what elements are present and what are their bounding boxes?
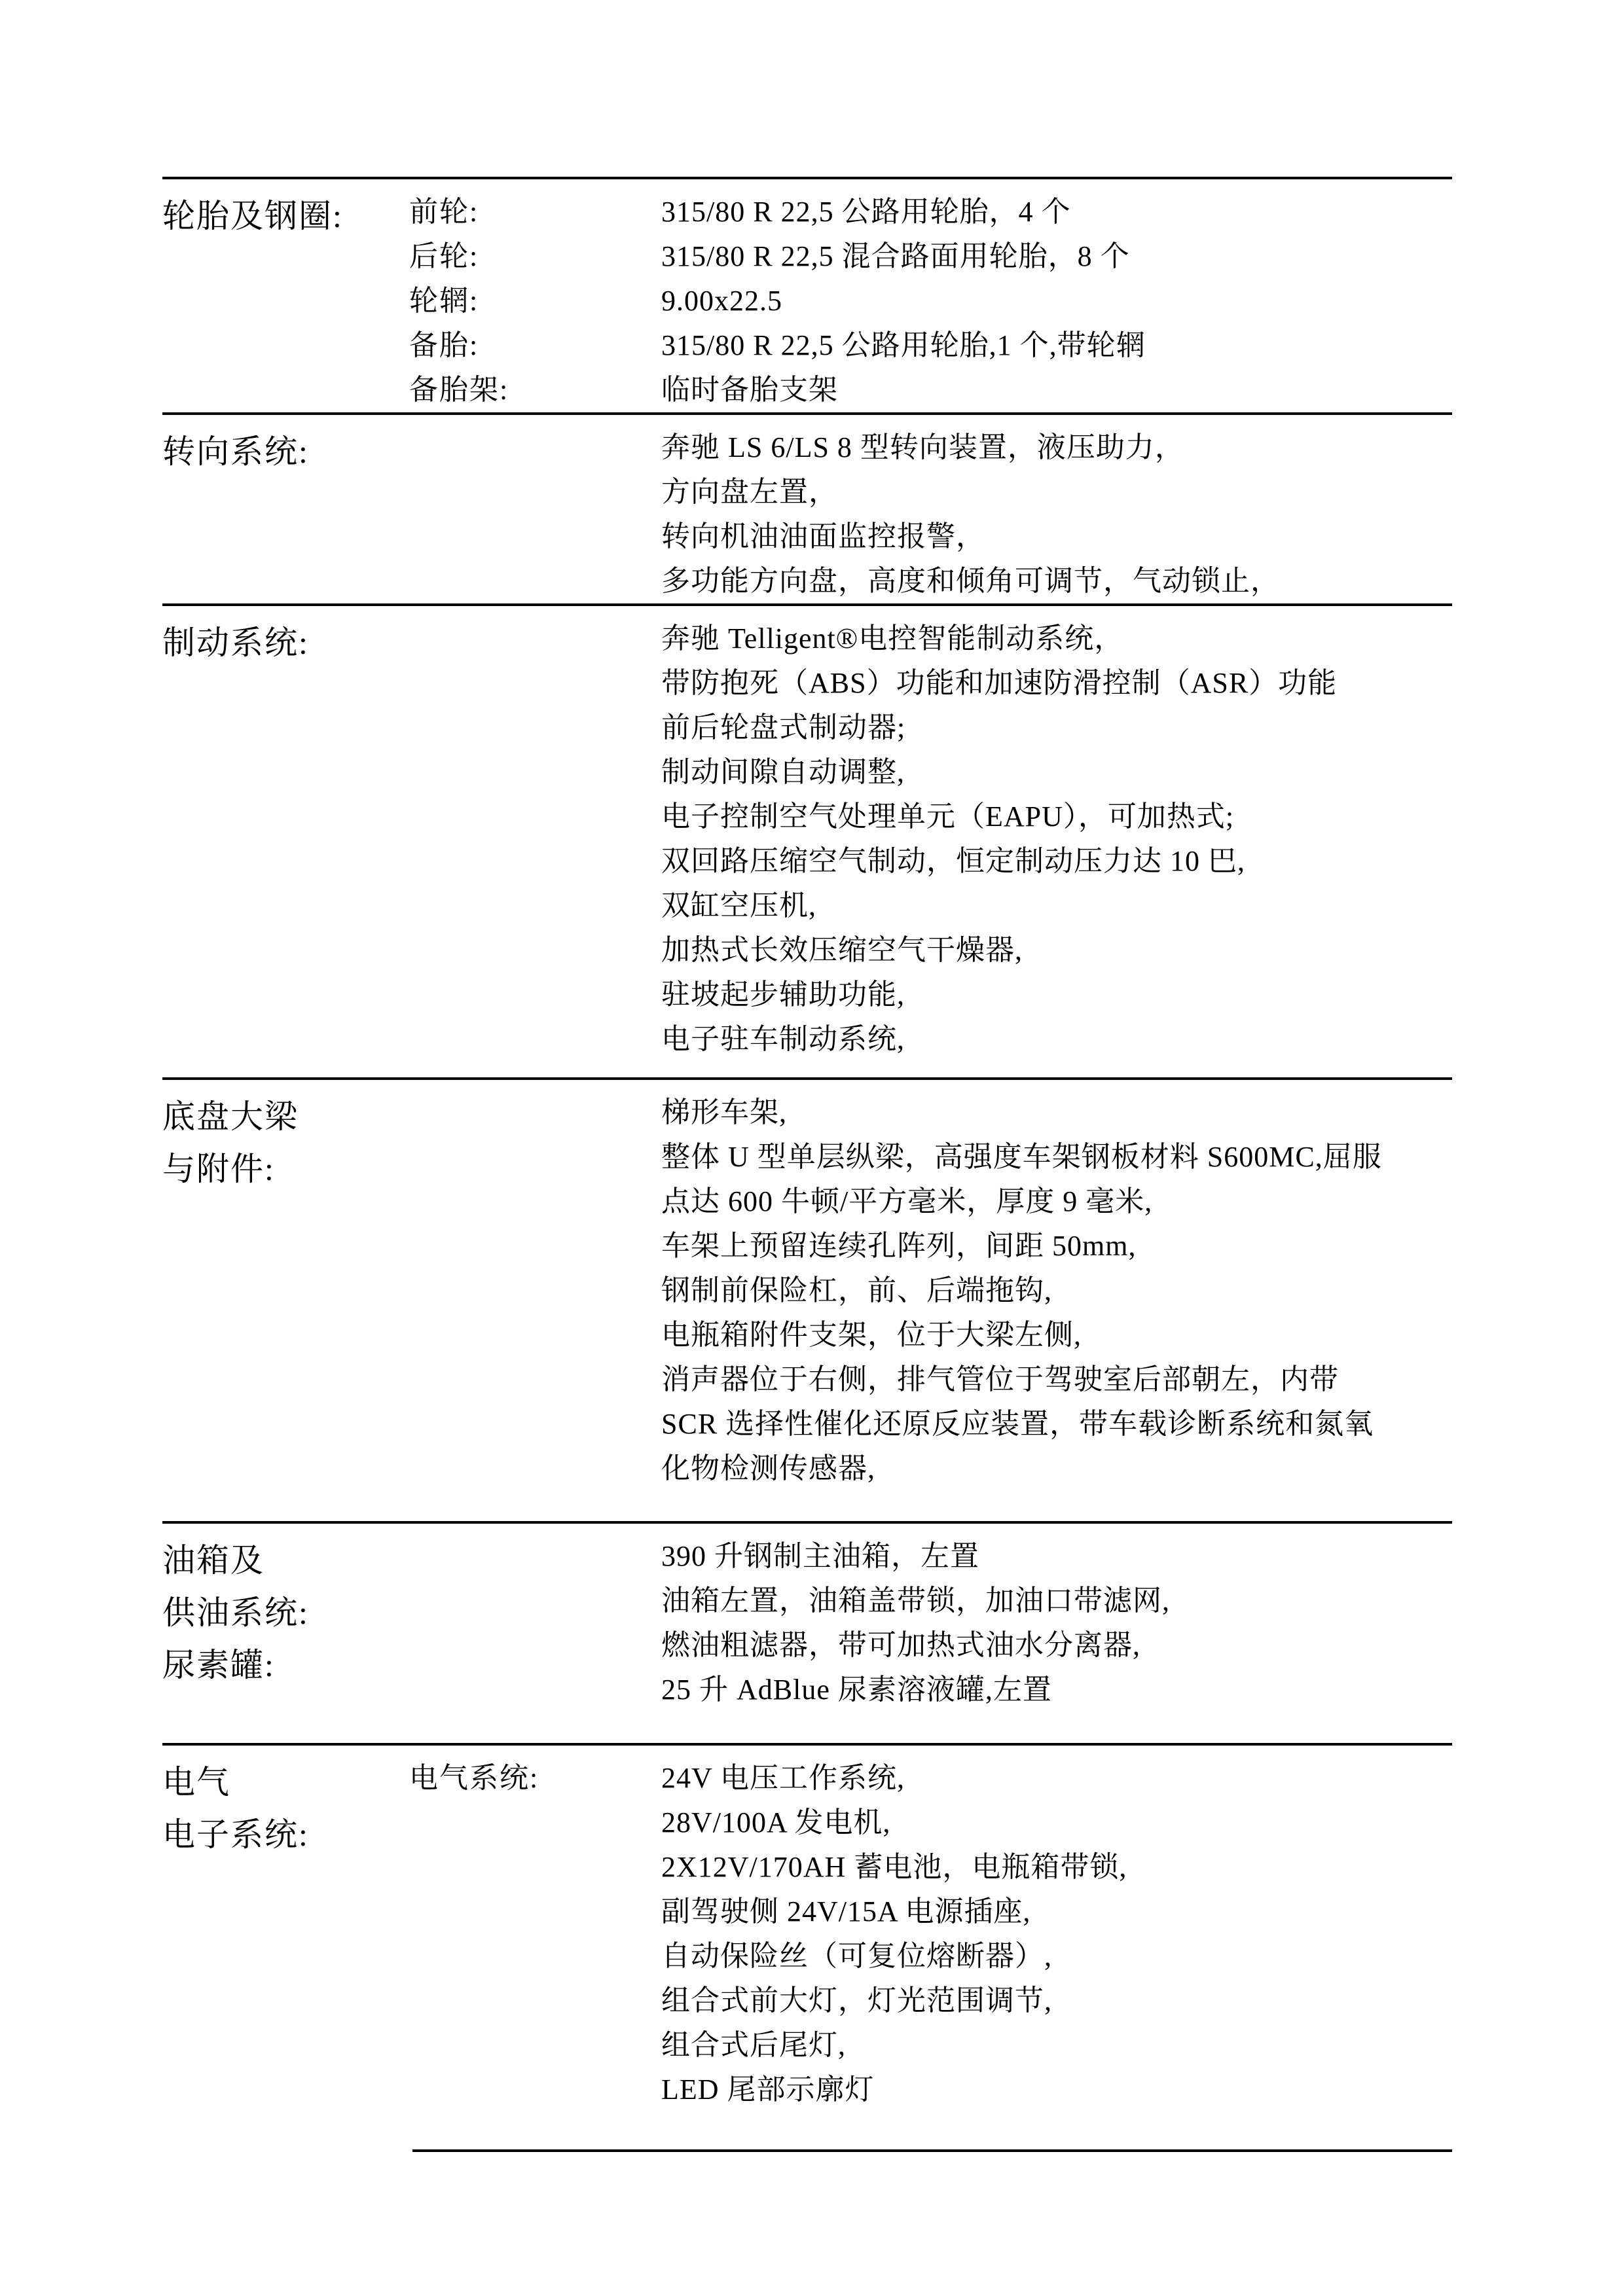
spec-row xyxy=(409,234,1623,279)
spec-value: 多功能方向盘，高度和倾角可调节，气动锁止， xyxy=(661,565,1280,597)
section-label-block xyxy=(162,1756,409,2112)
spec-subheading xyxy=(409,706,661,750)
spec-row xyxy=(409,559,1623,603)
section-label-block xyxy=(162,425,409,603)
spec-row xyxy=(409,1090,1623,1135)
spec-subheading xyxy=(409,1357,661,1402)
spec-value: 双回路压缩空气制动，恒定制动压力达 10 巴, xyxy=(661,845,1245,877)
spec-row xyxy=(409,1313,1623,1357)
spec-row xyxy=(409,368,1623,412)
spec-subheading xyxy=(409,1801,661,1845)
spec-subheading xyxy=(409,1845,661,1890)
spec-subheading xyxy=(409,1402,661,1446)
spec-row xyxy=(409,706,1623,750)
spec-row xyxy=(409,514,1623,559)
spec-row xyxy=(409,1756,1623,1801)
spec-value: 化物检测传感器, xyxy=(661,1452,875,1484)
spec-value: 梯形车架, xyxy=(661,1096,787,1128)
spec-row xyxy=(409,1534,1623,1579)
spec-subheading xyxy=(409,1623,661,1668)
spec-value: 车架上预留连续孔阵列，间距 50mm, xyxy=(661,1230,1137,1262)
section-label: 油箱及 xyxy=(162,1542,264,1579)
spec-subheading: 电气系统: xyxy=(409,1762,539,1794)
section-label: 电子系统: xyxy=(162,1816,309,1853)
spec-row xyxy=(409,470,1623,514)
spec-row xyxy=(409,190,1623,234)
spec-subheading xyxy=(409,1090,661,1135)
spec-row xyxy=(409,928,1623,973)
section-rows xyxy=(409,1756,1623,2112)
spec-row xyxy=(409,1357,1623,1402)
spec-value: 9.00x22.5 xyxy=(661,285,782,317)
spec-value: 315/80 R 22,5 公路用轮胎，4 个 xyxy=(661,196,1071,228)
section-label-block xyxy=(162,190,409,412)
section-label: 底盘大梁 xyxy=(162,1098,299,1135)
spec-row xyxy=(409,617,1623,661)
spec-section-steering xyxy=(0,412,1623,603)
spec-subheading xyxy=(409,617,661,661)
spec-row xyxy=(409,973,1623,1017)
section-rows xyxy=(409,1534,1623,1712)
section-rows xyxy=(409,190,1623,412)
spec-subheading: 轮辋: xyxy=(409,285,479,317)
spec-subheading xyxy=(409,1268,661,1313)
spec-section-electrical xyxy=(0,1743,1623,2149)
spec-value: 燃油粗滤器，带可加热式油水分离器, xyxy=(661,1629,1140,1661)
spec-subheading xyxy=(409,661,661,706)
spec-value: 前后轮盘式制动器; xyxy=(661,711,906,744)
spec-row xyxy=(409,2023,1623,2068)
spec-row xyxy=(409,661,1623,706)
spec-row xyxy=(409,839,1623,884)
spec-value: 制动间隙自动调整, xyxy=(661,756,905,788)
spec-subheading xyxy=(409,750,661,795)
spec-value: 28V/100A 发电机, xyxy=(661,1806,891,1839)
section-rows xyxy=(409,1090,1623,1491)
spec-subheading: 后轮: xyxy=(409,240,479,272)
spec-row xyxy=(409,1579,1623,1623)
section-label: 电气 xyxy=(162,1764,230,1801)
spec-value: 315/80 R 22,5 公路用轮胎,1 个,带轮辋 xyxy=(661,329,1146,361)
section-label: 轮胎及钢圈: xyxy=(162,198,343,234)
spec-row xyxy=(409,2068,1623,2112)
spec-subheading xyxy=(409,839,661,884)
spec-value: 双缸空压机, xyxy=(661,889,816,922)
spec-subheading xyxy=(409,2068,661,2112)
spec-value: 电子控制空气处理单元（EAPU），可加热式; xyxy=(661,800,1235,833)
spec-row xyxy=(409,1179,1623,1224)
section-label: 供油系统: xyxy=(162,1594,309,1631)
spec-row xyxy=(409,1890,1623,1934)
spec-row xyxy=(409,1668,1623,1712)
spec-value: 24V 电压工作系统, xyxy=(661,1762,905,1794)
spec-subheading xyxy=(409,514,661,559)
spec-section-tires xyxy=(0,177,1623,412)
spec-value: 消声器位于右侧，排气管位于驾驶室后部朝左，内带 xyxy=(661,1363,1339,1395)
spec-subheading xyxy=(409,1579,661,1623)
spec-row xyxy=(409,1402,1623,1446)
spec-row xyxy=(409,1224,1623,1268)
spec-subheading xyxy=(409,1224,661,1268)
spec-value: 点达 600 牛顿/平方毫米，厚度 9 毫米, xyxy=(661,1185,1153,1217)
spec-row xyxy=(409,1845,1623,1890)
spec-subheading xyxy=(409,1135,661,1179)
spec-section-fuel xyxy=(0,1521,1623,1743)
spec-subheading: 前轮: xyxy=(409,196,479,228)
spec-subheading xyxy=(409,1890,661,1934)
spec-row xyxy=(409,750,1623,795)
spec-value: 驻坡起步辅助功能, xyxy=(661,978,905,1011)
spec-value: 2X12V/170AH 蓄电池，电瓶箱带锁, xyxy=(661,1851,1127,1883)
spec-value: 奔驰 LS 6/LS 8 型转向装置，液压助力， xyxy=(661,431,1184,463)
spec-value: 方向盘左置， xyxy=(661,476,838,508)
spec-subheading xyxy=(409,973,661,1017)
spec-row xyxy=(409,1017,1623,1062)
spec-subheading xyxy=(409,559,661,603)
spec-section-braking xyxy=(0,603,1623,1077)
section-label: 转向系统: xyxy=(162,433,309,470)
spec-value: 钢制前保险杠，前、后端拖钩, xyxy=(661,1274,1052,1306)
spec-section-chassis xyxy=(0,1077,1623,1521)
spec-value: 副驾驶侧 24V/15A 电源插座, xyxy=(661,1895,1031,1928)
spec-subheading xyxy=(409,1534,661,1579)
spec-subheading xyxy=(409,1017,661,1062)
spec-row xyxy=(409,323,1623,368)
spec-row xyxy=(409,1979,1623,2023)
spec-row xyxy=(409,884,1623,928)
spec-value: 25 升 AdBlue 尿素溶液罐,左置 xyxy=(661,1674,1052,1706)
spec-row xyxy=(409,1446,1623,1491)
section-rows xyxy=(409,425,1623,603)
spec-subheading xyxy=(409,2023,661,2068)
spec-subheading xyxy=(409,1446,661,1491)
spec-value: 转向机油油面监控报警， xyxy=(661,520,985,552)
spec-row xyxy=(409,1934,1623,1979)
spec-value: 带防抱死（ABS）功能和加速防滑控制（ASR）功能 xyxy=(661,667,1338,699)
spec-value: 组合式前大灯，灯光范围调节, xyxy=(661,1984,1052,2017)
spec-row xyxy=(409,795,1623,839)
spec-subheading xyxy=(409,1979,661,2023)
spec-table xyxy=(0,177,1623,2152)
spec-subheading xyxy=(409,795,661,839)
spec-subheading xyxy=(409,928,661,973)
spec-value: 组合式后尾灯, xyxy=(661,2029,846,2061)
section-label: 制动系统: xyxy=(162,624,309,661)
spec-value: SCR 选择性催化还原反应装置，带车载诊断系统和氮氧 xyxy=(661,1408,1374,1440)
spec-subheading: 备胎架: xyxy=(409,374,509,406)
spec-row xyxy=(409,1268,1623,1313)
spec-subheading xyxy=(409,1313,661,1357)
spec-value: 390 升钢制主油箱，左置 xyxy=(661,1540,979,1572)
spec-value: 315/80 R 22,5 混合路面用轮胎，8 个 xyxy=(661,240,1130,272)
spec-value: 电瓶箱附件支架，位于大梁左侧, xyxy=(661,1319,1082,1351)
spec-subheading xyxy=(409,1179,661,1224)
spec-row xyxy=(409,279,1623,323)
spec-subheading xyxy=(409,1668,661,1712)
spec-subheading xyxy=(409,425,661,470)
spec-subheading xyxy=(409,884,661,928)
spec-value: 整体 U 型单层纵梁，高强度车架钢板材料 S600MC,屈服 xyxy=(661,1141,1382,1173)
spec-value: 加热式长效压缩空气干燥器, xyxy=(661,934,1023,966)
spec-subheading: 备胎: xyxy=(409,329,479,361)
spec-value: 油箱左置，油箱盖带锁，加油口带滤网, xyxy=(661,1585,1170,1617)
section-label: 尿素罐: xyxy=(162,1647,275,1683)
table-bottom-line xyxy=(412,2149,1452,2152)
section-label-block xyxy=(162,617,409,1062)
spec-value: 电子驻车制动系统, xyxy=(661,1023,905,1055)
spec-row xyxy=(409,1801,1623,1845)
section-label-block xyxy=(162,1090,409,1491)
spec-subheading xyxy=(409,470,661,514)
section-rows xyxy=(409,617,1623,1062)
spec-row xyxy=(409,425,1623,470)
spec-row xyxy=(409,1623,1623,1668)
spec-value: 自动保险丝（可复位熔断器）, xyxy=(661,1940,1052,1972)
spec-value: LED 尾部示廓灯 xyxy=(661,2073,875,2106)
section-label: 与附件: xyxy=(162,1151,275,1187)
spec-subheading xyxy=(409,1934,661,1979)
section-label-block xyxy=(162,1534,409,1712)
spec-value: 临时备胎支架 xyxy=(661,374,838,406)
spec-value: 奔驰 Telligent®电控智能制动系统， xyxy=(661,622,1124,655)
spec-row xyxy=(409,1135,1623,1179)
